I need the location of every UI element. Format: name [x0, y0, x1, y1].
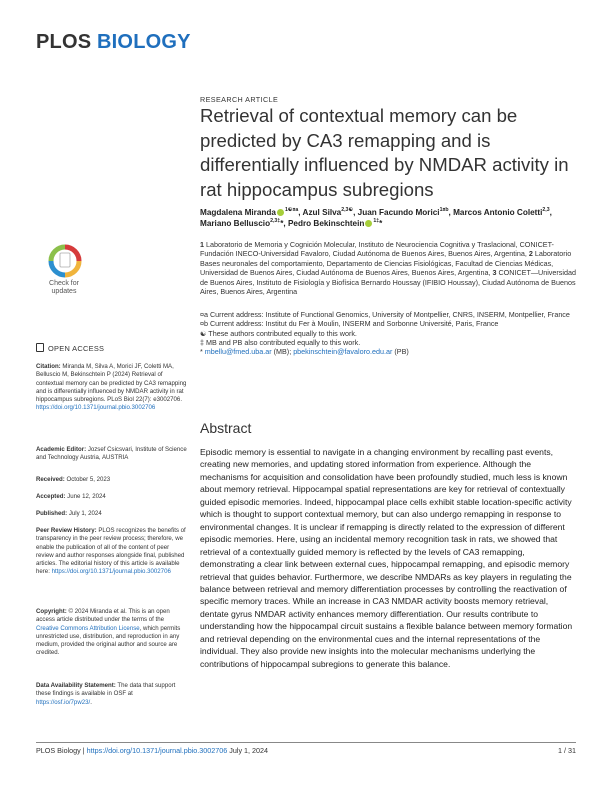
- received-label: Received:: [36, 476, 65, 483]
- citation: [36, 363, 188, 413]
- data-text: The data that support these findings is available in OSF at: [36, 682, 176, 698]
- star-mark: *: [200, 347, 205, 357]
- current-address-b: ¤b Current address: Institut du Fer à Moulin, INSERM and Sorbonne Université, Paris, France: [200, 319, 499, 329]
- abstract-text: Episodic memory is essential to navigate in a changing environment by recalling past events, creating new memories, and updating stored information from experience. Although the mechanisms for acquisition and consolidation have been profoundly studied, much less is known about memory retrieval. Hippocampal spatial representations are key for retrieval of contextually guided episodic memories. Indeed, hippocampal place cells exhibit stable location-specific activity which is thought to support contextual memory, but can also undergo remapping in response to environmental changes. It is unclear if remapping is directly related to the expression of different episodic memories. Here, using an incidental memory recognition task in rats, we showed that retrieval of a contextually guided memory is reflected by the levels of CA3 remapping, demonstrating a clear link between external cues, hippocampal remapping, and episodic memory retrieval that guides behavior. Furthermore, we describe NMDARs as key players in regulating the balance between retrieval and memory differentiation processes by controlling the reactivation of specific memory traces. While an increase in CA3 NMDAR activity boosts memory retrieval, dentate gyrus NMDAR activity enhances memory differentiation. Our results contribute to understanding how the hippocampal circuit sustains a flexible balance between memory formation and retrieval depending on the environmental cues and the internal representations of the individual. They also provide new insights into the molecular mechanisms underlying the contributions of hippocampal subregions to generate this balance.: [200, 447, 573, 669]
- logo-biology: BIOLOGY: [97, 31, 191, 53]
- author-separator: *,: [280, 219, 288, 228]
- correspondence: [200, 347, 580, 356]
- article-title: Retrieval of contextual memory can be predicted by CA3 remapping and is differentially influenced by NMDAR activity in rat hippocampus subregions: [200, 105, 569, 200]
- affiliation-number: 2: [528, 249, 533, 259]
- footer-doi-link[interactable]: https://doi.org/10.1371/journal.pbio.3002706: [86, 746, 228, 755]
- affiliation-text: Laboratorio de Memoria y Cognición Molecular, Instituto de Neurociencia Cognitiva y Traslacional, CONICET-Fundación INECO-Universidad Favaloro, Ciudad Autónoma de Buenos Aires, Buenos Aires, Argentina,: [200, 240, 554, 259]
- article-type-label: RESEARCH ARTICLE: [200, 95, 279, 104]
- author-list: [200, 207, 580, 229]
- academic-editor: [36, 446, 188, 463]
- review-text: PLOS recognizes the benefits of transparency in the peer review process; therefore, we enable the publication of all of the content of peer review and author responses alongside final, published articles. The editorial history of this article is available here:: [36, 527, 186, 576]
- citation-text: Miranda M, Silva A, Morici JF, Coletti MA, Belluscio M, Bekinschtein P (2024) Retrieval of contextual memory can be predicted by CA3 remapping and is differentially influenced by NMDAR activity in rat hippocampus subregions. PLoS Biol 22(7): e3002706.: [36, 363, 187, 404]
- open-access: [36, 343, 104, 353]
- copyright-text-end: , which permits unrestricted use, distribution, and reproduction in any medium, provided the original author and source are credited.: [36, 624, 181, 657]
- author-notes: [200, 310, 580, 356]
- accepted-date: [36, 493, 188, 501]
- abstract-heading: Abstract: [200, 420, 252, 436]
- review-label: Peer Review History:: [36, 527, 97, 534]
- received-text: October 5, 2023: [64, 476, 111, 483]
- author-separator: *: [379, 219, 383, 228]
- author-affiliation-marks: 2,3☯: [341, 207, 354, 213]
- orcid-icon[interactable]: [365, 220, 372, 227]
- copyright-label: Copyright:: [36, 608, 67, 615]
- check-for-updates-label: [38, 280, 90, 296]
- check-label-line1: Check for: [49, 280, 79, 287]
- logo-plos: PLOS: [36, 31, 92, 53]
- editor-text: Jozsef Csicsvari, Institute of Science and Technology Austria, AUSTRIA: [36, 446, 187, 462]
- osf-link[interactable]: https://osf.io/7pw23/: [36, 698, 91, 706]
- published-date: [36, 510, 188, 518]
- license-link[interactable]: Creative Commons Attribution License: [36, 624, 140, 632]
- data-end: .: [90, 698, 92, 706]
- author-affiliation-marks: 1‡: [373, 218, 380, 224]
- review-doi-link[interactable]: https://doi.org/10.1371/journal.pbio.3002706: [51, 568, 171, 576]
- email-link-pb[interactable]: pbekinschtein@favaloro.edu.ar: [293, 347, 393, 357]
- copyright: [36, 608, 188, 658]
- orcid-icon[interactable]: [277, 209, 284, 216]
- author-name: Mariano Belluscio: [200, 219, 271, 228]
- accepted-text: June 12, 2024: [65, 493, 106, 500]
- author-name: Marcos Antonio Coletti: [453, 208, 543, 217]
- check-for-updates-icon: [38, 243, 92, 279]
- journal-logo: [36, 31, 191, 53]
- footer-date: July 1, 2024: [227, 746, 269, 755]
- equal-contribution-note: ☯ These authors contributed equally to this work.: [200, 328, 357, 338]
- affiliation-number: 3: [492, 268, 497, 278]
- email-suffix: (MB);: [271, 347, 294, 357]
- footer: [36, 746, 268, 755]
- page-number: 1 / 31: [558, 746, 576, 755]
- author-separator: ,: [353, 208, 358, 217]
- author-affiliation-marks: 1¤b: [439, 207, 449, 213]
- double-dagger-note: ‡ MB and PB also contributed equally to this work.: [200, 337, 361, 347]
- footer-divider: [36, 742, 576, 743]
- affiliation-text: Laboratorio Bases neuronales del comportamiento, Departamento de Ciencias Fisiológicas, Facultad de Ciencias Médicas, Universidad de Buenos Aires, Ciudad Autónoma de Buenos Aires, Buenos Aires, Argentina,: [200, 249, 572, 278]
- editor-label: Academic Editor:: [36, 446, 87, 453]
- author-name: Juan Facundo Morici: [357, 208, 440, 217]
- open-access-label: OPEN ACCESS: [48, 344, 105, 353]
- current-address-a: ¤a Current address: Institute of Functional Genomics, University of Montpellier, CNRS, INSERM, Montpellier, France: [200, 310, 570, 319]
- author-separator: ,: [448, 208, 454, 217]
- affiliation-number: 1: [200, 240, 204, 249]
- received-date: [36, 476, 188, 484]
- peer-review-history: [36, 527, 188, 577]
- author-name: Azul Silva: [302, 208, 342, 217]
- citation-doi-link[interactable]: https://doi.org/10.1371/journal.pbio.3002706: [36, 404, 156, 412]
- author-separator: ,: [298, 208, 303, 217]
- author-name: Pedro Bekinschtein: [287, 219, 365, 228]
- published-text: July 1, 2024: [67, 510, 102, 517]
- footer-journal: PLOS Biology |: [36, 746, 87, 755]
- email-suffix: (PB): [392, 347, 409, 357]
- published-label: Published:: [36, 510, 68, 517]
- author-affiliation-marks: 2,3‡: [270, 218, 281, 224]
- author-separator: ,: [549, 208, 552, 217]
- affiliation-text: CONICET—Universidad de Buenos Aires, Instituto de Fisiología y Biofísica Bernardo Houssay (IFIBIO Houssay), Ciudad Autónoma de Buenos Aires, Buenos Aires, Argentina: [200, 268, 576, 297]
- author-affiliation-marks: 2,3: [542, 207, 550, 213]
- citation-label: Citation:: [36, 363, 61, 370]
- author-name: Magdalena Miranda: [200, 208, 276, 217]
- open-lock-icon: [36, 343, 44, 352]
- affiliations: [200, 240, 580, 296]
- data-label: Data Availability Statement:: [36, 682, 116, 689]
- email-link-mb[interactable]: mbellu@fmed.uba.ar: [204, 347, 272, 357]
- data-availability: [36, 682, 188, 707]
- author-affiliation-marks: 1☯¤a: [284, 207, 299, 213]
- check-label-line2: updates: [51, 288, 77, 295]
- copyright-text: © 2024 Miranda et al. This is an open access article distributed under the terms of the: [36, 608, 170, 624]
- accepted-label: Accepted:: [36, 493, 66, 500]
